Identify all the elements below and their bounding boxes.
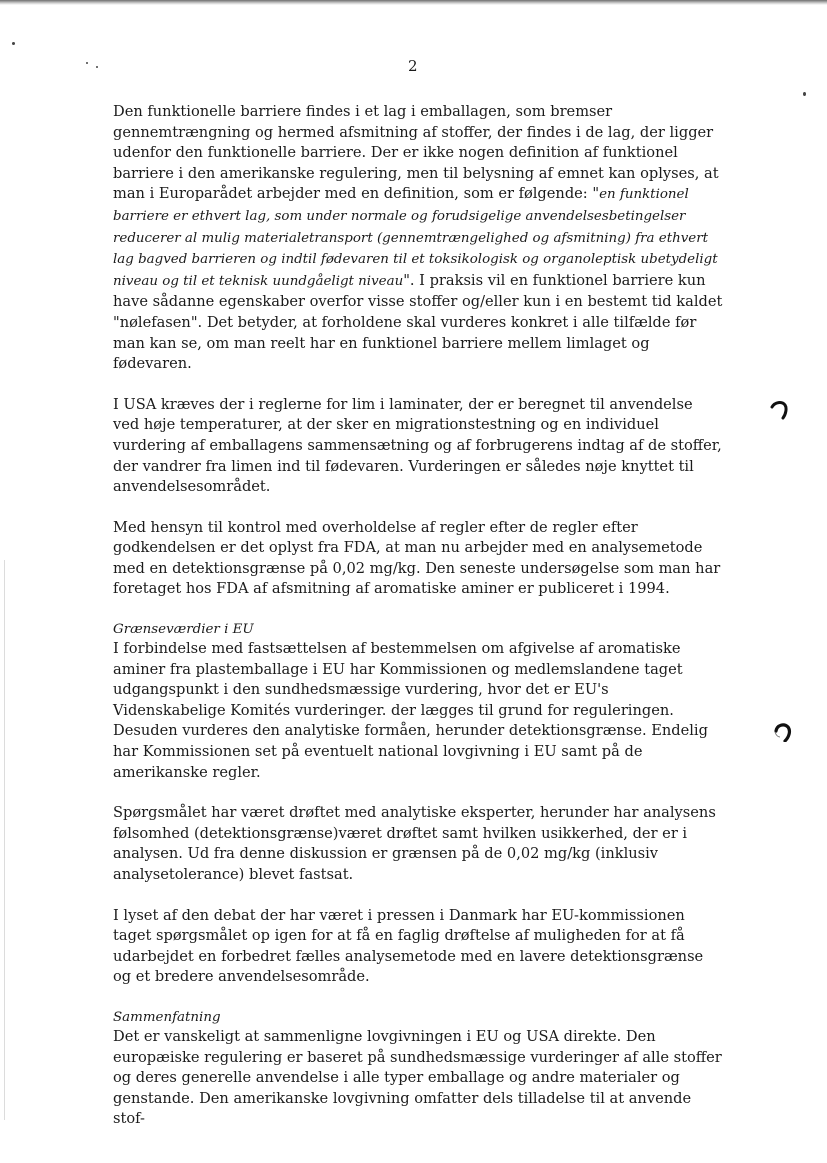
scan-speck bbox=[96, 66, 98, 68]
scan-speck bbox=[803, 92, 806, 96]
paragraph-experts: Spørgsmålet har været drøftet med analytiske eksperter, herunder har analysens følsomhed (detektionsgrænse)været drøftet samt hvilken usikkerhed, der er i analysen. Ud fra denne diskussion er grænsen på de 0,02 mg/kg (inklusiv analysetolerance) blevet fastsat. bbox=[113, 804, 716, 883]
definition-quote: en funktionel barriere er ethvert lag, som under normale og forudsigelige anvendelsesbetingelser reducerer al mulig materialetransport (gennemtrængelighed og afsmitning) fra ethvert lag bagved barrieren og indtil fødevaren til et toksikologisk og organoleptisk ubetydeligt niveau og til et teknisk uundgåeligt niveau bbox=[113, 187, 718, 289]
page-number: 2 bbox=[408, 57, 418, 75]
paragraph-eu-limits: I forbindelse med fastsættelsen af bestemmelsen om afgivelse af aromatiske aminer fra plastemballage i EU har Kommissionen og medlemslandene taget udgangspunkt i den sundhedsmæssige vurdering, hvor det er EU's Videnskabelige Komités vurderinger. der lægges til grund for reguleringen. Desuden vurderes den analytiske formåen, herunder detektionsgrænse. Endelig har Kommissionen set på eventuelt national lovgivning i EU samt på de amerikanske regler. bbox=[113, 640, 708, 781]
paragraph-text: ". I praksis vil en funktionel barriere kun have sådanne egenskaber overfor visse stoffer og/eller kun i en bestemt tid kaldet "nølefasen". Det betyder, at forholdene skal vurderes konkret i alle tilfælde før man kan se, om man reelt har en funktionel barriere mellem limlaget og fødevaren. bbox=[113, 271, 723, 373]
paragraph-press-debate: I lyset af den debat der har været i pressen i Danmark har EU-kommissionen taget spørgsmålet op igen for at få en faglig drøftelse af muligheden for at få udarbejdet en forbedret fælles analysemetode med en lavere detektionsgrænse og et bredere anvendelsesområde. bbox=[113, 906, 704, 986]
punch-hole-icon bbox=[770, 400, 790, 420]
paragraph-text: Den funktionelle barriere findes i et lag i emballagen, som bremser gennemtrængning og hermed afsmitning af stoffer, der findes i de lag, der ligger udenfor den funktionelle barriere. Der er ikke nogen definition af funktionel barriere i den amerikanske regulering, men til belysning af emnet kan oplyses, at man i Europarådet arbejder med en definition, som er følgende: " bbox=[113, 103, 719, 203]
section-heading-eu-limits: Grænseværdier i EU bbox=[113, 622, 254, 638]
paragraph-usa-rules: I USA kræves der i reglerne for lim i laminater, der er beregnet til anvendelse ved høje temperaturer, at der sker en migrationstestning og en individuel vurdering af emballagens sammensætning og af forbrugerens indtag af de stoffer, der vandrer fra limen ind til fødevaren. Vurderingen er således nøje knyttet til anvendelsesområdet. bbox=[113, 395, 722, 496]
section-heading-summary: Sammenfatning bbox=[113, 1009, 221, 1025]
paragraph-fda-control: Med hensyn til kontrol med overholdelse af regler efter de regler efter godkendelsen er det oplyst fra FDA, at man nu arbejder med en analysemetode med en detektionsgrænse på 0,02 mg/kg. Den seneste undersøgelse som man har foretaget hos FDA af afsmitning af aromatiske aminer er publiceret i 1994. bbox=[113, 518, 721, 598]
scan-left-edge bbox=[4, 560, 5, 1120]
paragraph-functional-barrier bbox=[113, 102, 723, 375]
scan-speck bbox=[12, 42, 15, 45]
document-body bbox=[113, 102, 723, 1130]
punch-hole-icon bbox=[773, 722, 793, 742]
paragraph-summary: Det er vanskeligt at sammenligne lovgivningen i EU og USA direkte. Den europæiske regulering er baseret på sundhedsmæssige vurderinger af alle stoffer og deres generelle anvendelse i alle typer emballage og andre materialer og genstande. Den amerikanske lovgivning omfatter dels tilladelse til at anvende stof- bbox=[113, 1027, 722, 1128]
scan-speck bbox=[86, 62, 88, 64]
scan-top-edge bbox=[0, 0, 827, 5]
